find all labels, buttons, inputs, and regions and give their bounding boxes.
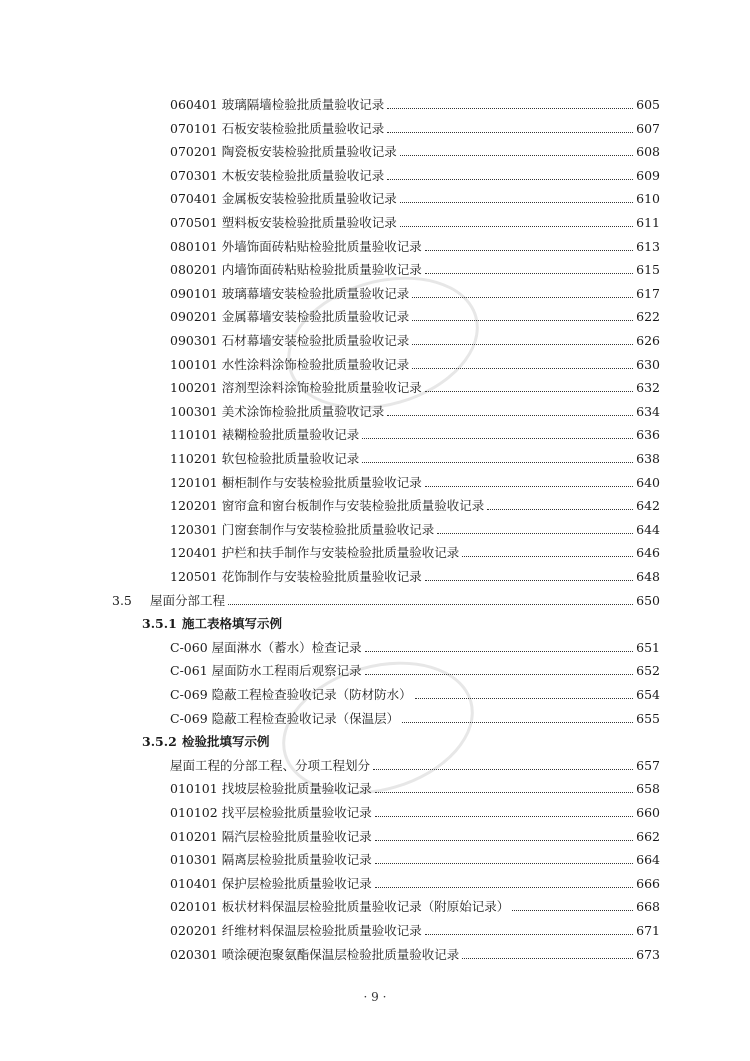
toc-entry[interactable] [170, 943, 660, 963]
toc-entry[interactable] [170, 659, 660, 679]
entry-title: 找平层检验批质量验收记录 [221, 805, 372, 820]
toc-entry[interactable] [170, 140, 660, 160]
entry-code: C-061 [170, 663, 208, 679]
entry-title: 石材幕墙安装检验批质量验收记录 [221, 333, 410, 348]
entry-page: 630 [636, 356, 660, 372]
entry-title: 门窗套制作与安装检验批质量验收记录 [221, 521, 435, 537]
entry-page: 652 [636, 663, 660, 679]
toc-entry[interactable] [170, 447, 660, 467]
entry-page: 651 [636, 639, 660, 655]
entry-title: 纤维材料保温层检验批质量验收记录 [221, 923, 422, 938]
entry-title: 屋面淋水（蓄水）检查记录 [211, 639, 362, 655]
toc-entry[interactable] [170, 164, 660, 184]
entry-code: 100101 [170, 356, 218, 372]
entry-page: 613 [636, 238, 660, 254]
dot-leader [375, 792, 633, 793]
entry-title: 内墙饰面砖粘贴检验批质量验收记录 [221, 262, 422, 278]
toc-entry[interactable] [170, 848, 660, 868]
toc-entry[interactable] [170, 494, 660, 514]
entry-page: 608 [636, 144, 660, 160]
entry-title: 金属幕墙安装检验批质量验收记录 [221, 309, 410, 325]
toc-entry[interactable] [170, 518, 660, 538]
dot-leader [462, 556, 633, 557]
toc-entry[interactable] [170, 423, 660, 443]
entry-code: C-069 [170, 687, 208, 702]
entry-page: 642 [636, 498, 660, 514]
toc-entry[interactable] [170, 471, 660, 491]
entry-code: 120101 [170, 474, 218, 490]
dot-leader [362, 462, 633, 463]
dot-leader [412, 297, 633, 298]
dot-leader [228, 604, 633, 605]
entry-page: 662 [636, 828, 660, 844]
entry-page: 644 [636, 521, 660, 537]
dot-leader [415, 698, 633, 699]
entry-code: 100301 [170, 403, 218, 419]
toc-entry[interactable] [170, 801, 660, 821]
toc-entry[interactable] [170, 541, 660, 561]
entry-page: 615 [636, 262, 660, 278]
entry-title: 隐蔽工程检查验收记录（保温层） [211, 710, 400, 726]
dot-leader [375, 816, 633, 817]
dot-leader [387, 132, 633, 133]
entry-code: 120401 [170, 545, 218, 561]
entry-title: 护栏和扶手制作与安装检验批质量验收记录 [221, 545, 460, 561]
entry-page: 609 [636, 167, 660, 183]
section-page: 650 [636, 592, 660, 608]
toc-entry[interactable] [170, 777, 660, 797]
dot-leader [375, 840, 633, 841]
entry-page: 666 [636, 875, 660, 891]
entry-title: 花饰制作与安装检验批质量验收记录 [221, 569, 422, 584]
entry-title: 木板安装检验批质量验收记录 [221, 167, 385, 183]
entry-title: 板状材料保温层检验批质量验收记录（附原始记录） [221, 899, 510, 915]
entry-title: 隔汽层检验批质量验收记录 [221, 828, 372, 844]
entry-page: 622 [636, 309, 660, 325]
toc-section[interactable] [112, 589, 660, 609]
entry-title: 石板安装检验批质量验收记录 [221, 120, 385, 136]
entry-title: 玻璃隔墙检验批质量验收记录 [221, 97, 385, 112]
entry-code: 020101 [170, 899, 218, 915]
toc-entry[interactable] [170, 683, 660, 703]
entry-code: 080201 [170, 262, 218, 278]
entry-code: 010401 [170, 875, 218, 891]
entry-code: 070201 [170, 144, 218, 160]
section-title: 屋面分部工程 [150, 592, 226, 608]
entry-code: 090201 [170, 309, 218, 325]
entry-code: 100201 [170, 380, 218, 396]
entry-code: 060401 [170, 97, 218, 112]
toc-entry[interactable] [170, 825, 660, 845]
dot-leader [412, 344, 633, 345]
entry-page: 671 [636, 923, 660, 938]
dot-leader [375, 863, 633, 864]
entry-title: 金属板安装检验批质量验收记录 [221, 191, 397, 207]
toc-entry[interactable] [170, 376, 660, 396]
entry-title: 窗帘盒和窗台板制作与安装检验批质量验收记录 [221, 498, 485, 514]
entry-code: 120201 [170, 498, 218, 514]
entry-page: 607 [636, 120, 660, 136]
dot-leader [400, 202, 633, 203]
subsection-number: 3.5.1 [142, 616, 177, 632]
toc-entry[interactable] [170, 565, 660, 585]
entry-code: 010101 [170, 781, 218, 797]
dot-leader [365, 674, 633, 675]
toc-entry[interactable] [170, 282, 660, 302]
entry-title: 外墙饰面砖粘贴检验批质量验收记录 [221, 238, 422, 254]
toc-entry[interactable] [170, 895, 660, 915]
toc-entry[interactable] [170, 211, 660, 231]
toc-entry[interactable] [170, 235, 660, 255]
entry-page: 673 [636, 946, 660, 962]
entry-code: 120301 [170, 521, 218, 537]
toc-entry[interactable] [170, 754, 660, 774]
subsection-number: 3.5.2 [142, 734, 177, 750]
toc-entry[interactable] [170, 636, 660, 656]
entry-title: 塑料板安装检验批质量验收记录 [221, 215, 397, 230]
dot-leader [425, 934, 633, 935]
dot-leader [387, 179, 633, 180]
entry-title: 隐蔽工程检查验收记录（防材防水） [211, 687, 412, 702]
entry-code: 010102 [170, 805, 218, 820]
dot-leader [425, 580, 633, 581]
entry-page: 636 [636, 427, 660, 443]
toc-entry[interactable] [170, 400, 660, 420]
dot-leader [400, 226, 633, 227]
entry-title: 玻璃幕墙安装检验批质量验收记录 [221, 285, 410, 301]
entry-code: 070501 [170, 215, 218, 230]
entry-title: 美术涂饰检验批质量验收记录 [221, 403, 385, 419]
entry-code: 080101 [170, 238, 218, 254]
dot-leader [425, 273, 633, 274]
dot-leader [425, 250, 633, 251]
toc-entry[interactable] [170, 329, 660, 349]
entry-title: 溶剂型涂料涂饰检验批质量验收记录 [221, 380, 422, 396]
dot-leader [400, 155, 633, 156]
entry-code: 110201 [170, 451, 218, 466]
toc-entry[interactable] [170, 187, 660, 207]
entry-code: 090101 [170, 285, 218, 301]
entry-page: 664 [636, 852, 660, 868]
entry-code: 120501 [170, 569, 218, 584]
subsection-title: 施工表格填写示例 [182, 616, 283, 632]
entry-code: 020201 [170, 923, 218, 938]
entry-page: 634 [636, 403, 660, 419]
subsection-title: 检验批填写示例 [182, 734, 270, 750]
dot-leader [437, 533, 633, 534]
entry-title: 喷涂硬泡聚氨酯保温层检验批质量验收记录 [221, 946, 460, 962]
entry-code: 070101 [170, 120, 218, 136]
dot-leader [412, 320, 633, 321]
dot-leader [375, 887, 633, 888]
entry-title: 橱柜制作与安装检验批质量验收记录 [221, 474, 422, 490]
toc-entry[interactable] [170, 93, 660, 113]
entry-title: 水性涂料涂饰检验批质量验收记录 [221, 356, 410, 372]
entry-page: 605 [636, 97, 660, 112]
entry-title: 隔离层检验批质量验收记录 [221, 852, 372, 868]
entry-page: 617 [636, 285, 660, 301]
entry-title: 找坡层检验批质量验收记录 [221, 781, 372, 797]
page-number: · 9 · [363, 990, 387, 1004]
dot-leader [462, 958, 633, 959]
entry-page: 657 [636, 757, 660, 773]
entry-code: 110101 [170, 427, 218, 443]
entry-title: 裱糊检验批质量验收记录 [221, 427, 360, 443]
entry-page: 668 [636, 899, 660, 915]
entry-title: 软包检验批质量验收记录 [221, 451, 360, 466]
entry-title: 屋面防水工程雨后观察记录 [211, 663, 362, 679]
dot-leader [402, 722, 633, 723]
entry-page: 611 [636, 215, 660, 230]
entry-page: 655 [636, 710, 660, 726]
entry-page: 660 [636, 805, 660, 820]
entry-code: 070301 [170, 167, 218, 183]
entry-code: 020301 [170, 946, 218, 962]
toc-entry[interactable] [170, 305, 660, 325]
entry-page: 638 [636, 451, 660, 466]
entry-page: 658 [636, 781, 660, 797]
dot-leader [387, 415, 633, 416]
entry-code: 090301 [170, 333, 218, 348]
entry-code: 010201 [170, 828, 218, 844]
toc-entry[interactable] [170, 919, 660, 939]
dot-leader [512, 910, 633, 911]
entry-code: 070401 [170, 191, 218, 207]
dot-leader [412, 368, 633, 369]
entry-page: 648 [636, 569, 660, 584]
dot-leader [387, 108, 633, 109]
dot-leader [362, 438, 633, 439]
entry-page: 626 [636, 333, 660, 348]
toc-entry[interactable] [170, 258, 660, 278]
dot-leader [425, 391, 633, 392]
entry-page: 610 [636, 191, 660, 207]
toc-entry[interactable] [170, 872, 660, 892]
dot-leader [425, 486, 633, 487]
entry-page: 646 [636, 545, 660, 561]
entry-page: 640 [636, 474, 660, 490]
entry-page: 654 [636, 687, 660, 702]
entry-title: 陶瓷板安装检验批质量验收记录 [221, 144, 397, 160]
toc-entry[interactable] [170, 353, 660, 373]
toc-subsection[interactable] [142, 612, 660, 632]
toc-subsection[interactable] [142, 730, 660, 750]
entry-title: 保护层检验批质量验收记录 [221, 875, 372, 891]
entry-code: 010301 [170, 852, 218, 868]
toc-entry[interactable] [170, 117, 660, 137]
section-number: 3.5 [112, 592, 132, 608]
dot-leader [487, 509, 633, 510]
entry-code: C-060 [170, 639, 208, 655]
dot-leader [365, 651, 633, 652]
entry-code: C-069 [170, 710, 208, 726]
toc-entry[interactable] [170, 707, 660, 727]
entry-page: 632 [636, 380, 660, 396]
entry-title: 屋面工程的分部工程、分项工程划分 [170, 757, 371, 773]
dot-leader [373, 769, 633, 770]
